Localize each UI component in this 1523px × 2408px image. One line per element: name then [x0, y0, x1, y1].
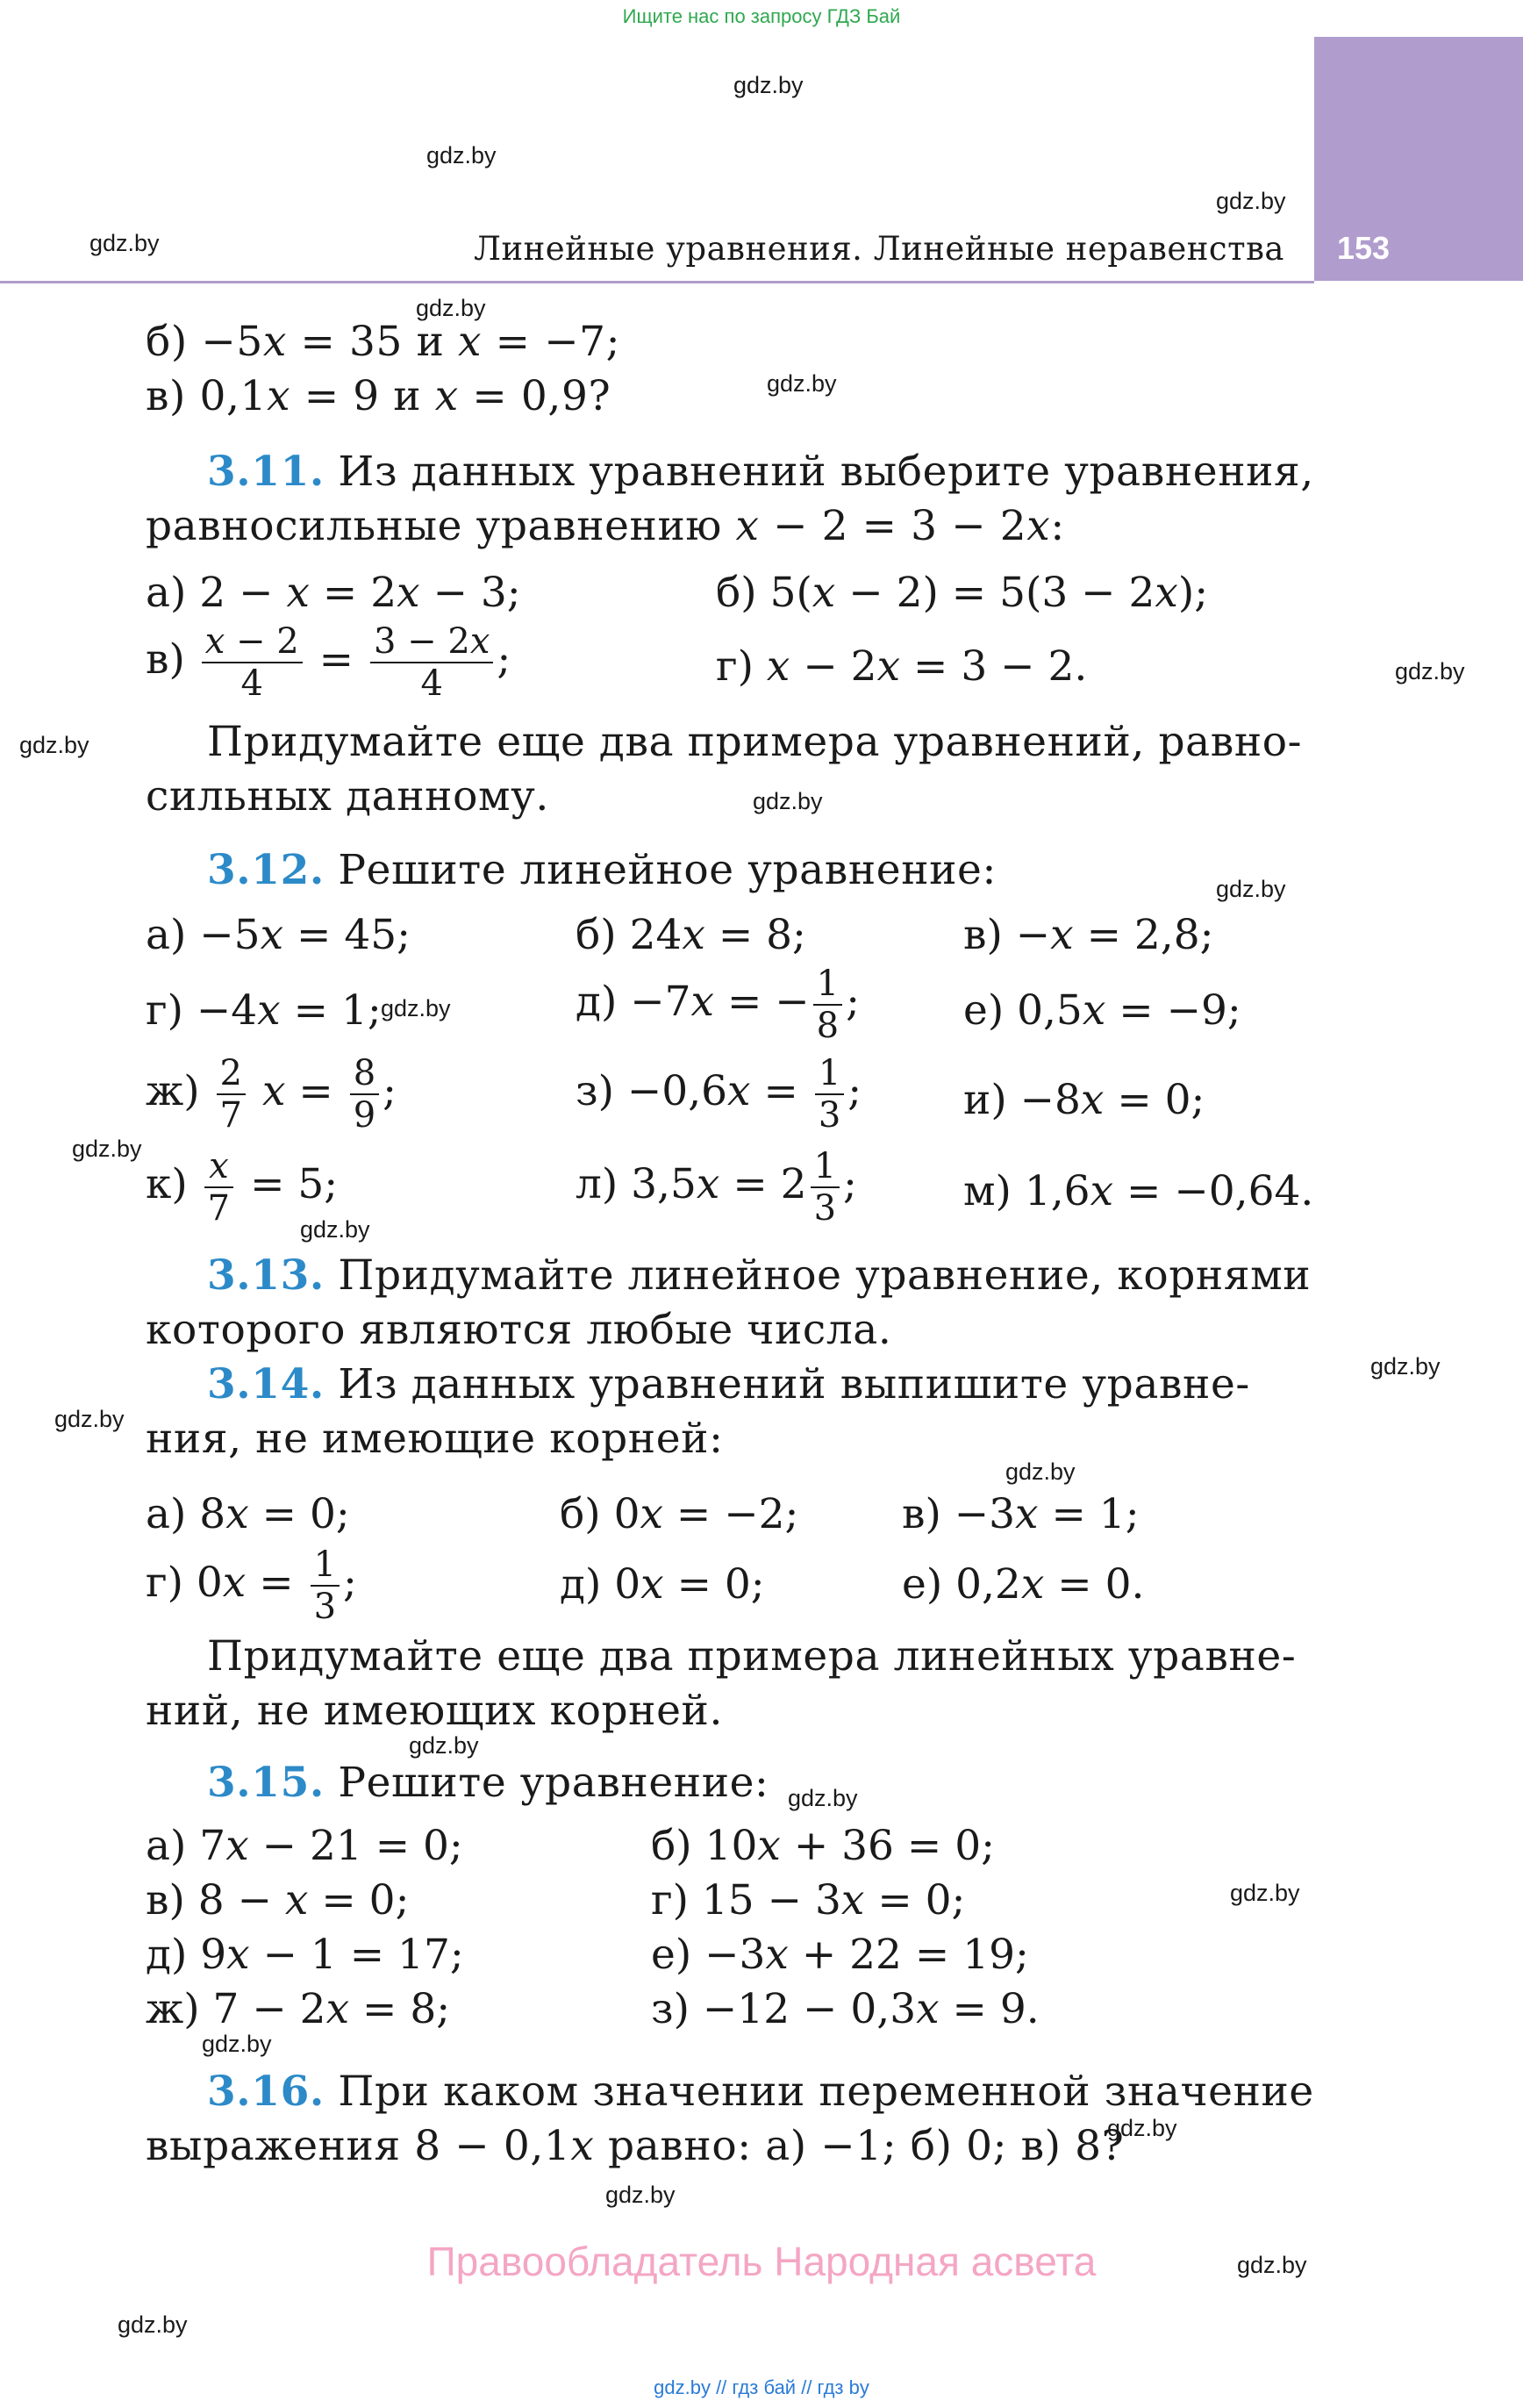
- page-title: Линейные уравнения. Линейные неравенства: [474, 230, 1284, 268]
- numerator: 3 − 2𝑥: [370, 621, 493, 663]
- numerator: 1: [811, 1146, 840, 1188]
- item-text: д) −7𝑥 = −: [576, 978, 810, 1026]
- prev-item-b: б) −5𝑥 = 35 и 𝑥 = −7;: [146, 318, 621, 366]
- item-end: ;: [843, 1160, 857, 1208]
- item-b: б) 10𝑥 + 36 = 0;: [651, 1822, 995, 1870]
- denominator: 3: [313, 1587, 337, 1627]
- item-v: в) −𝑥 = 2,8;: [963, 911, 1214, 959]
- denominator: 3: [818, 1095, 841, 1136]
- denominator: 8: [816, 1006, 840, 1046]
- item-text: л) 3,5𝑥 = 2: [576, 1160, 807, 1208]
- fraction: [370, 621, 493, 704]
- watermark: gdz.by: [202, 2031, 272, 2057]
- item-label: в): [146, 635, 185, 684]
- problem-3-14-extra2: ний, не имеющих корней.: [146, 1687, 723, 1735]
- denominator: 7: [219, 1095, 242, 1136]
- item-end: ;: [383, 1067, 397, 1115]
- denominator: 9: [353, 1095, 376, 1136]
- item-d: д) 9𝑥 − 1 = 17;: [146, 1931, 464, 1979]
- problem-3-12-line1: [207, 846, 997, 894]
- problem-3-14-line2: ния, не имеющие корней:: [146, 1415, 724, 1463]
- numerator: 𝑥 − 2: [202, 621, 303, 663]
- watermark: gdz.by: [1216, 188, 1286, 214]
- problem-text: Решите линейное уравнение:: [338, 846, 997, 894]
- equals: =: [318, 635, 354, 684]
- bottom-banner[interactable]: gdz.by // гдз бай // гдз by: [654, 2376, 869, 2398]
- item-end: = 5;: [250, 1160, 339, 1208]
- item-zh: ж) 7 − 2𝑥 = 8;: [146, 1985, 451, 2033]
- problem-text: Решите уравнение:: [338, 1759, 769, 1807]
- item-b: б) 24𝑥 = 8;: [576, 911, 806, 959]
- watermark: gdz.by: [54, 1406, 125, 1432]
- watermark: gdz.by: [1230, 1880, 1300, 1906]
- item-g: [146, 1544, 357, 1627]
- item-zh: [146, 1053, 397, 1136]
- item-d: [576, 964, 860, 1046]
- item-end: ;: [497, 635, 511, 684]
- item-e: е) 0,2𝑥 = 0.: [902, 1560, 1145, 1609]
- watermark: gdz.by: [72, 1136, 142, 1162]
- fraction: [202, 621, 303, 704]
- watermark: gdz.by: [1237, 2252, 1307, 2278]
- copyright-notice: Правообладатель Народная асвета: [426, 2239, 1097, 2284]
- numerator: 1: [311, 1544, 340, 1587]
- problem-number: 3.13.: [207, 1251, 325, 1300]
- item-k: [146, 1146, 338, 1229]
- problem-3-11-extra2: сильных данному.: [146, 772, 549, 821]
- item-d: д) 0𝑥 = 0;: [560, 1560, 765, 1609]
- item-v: в) −3𝑥 = 1;: [902, 1490, 1140, 1538]
- fraction: [217, 1053, 246, 1136]
- item-a: а) 2 − 𝑥 = 2𝑥 − 3;: [146, 569, 521, 617]
- item-e: е) −3𝑥 + 22 = 19;: [651, 1931, 1029, 1979]
- problem-text: При каком значении переменной значение: [338, 2068, 1314, 2116]
- item-v: в) 8 − 𝑥 = 0;: [146, 1876, 410, 1924]
- item-text: г) 0𝑥 =: [146, 1559, 294, 1607]
- watermark: gdz.by: [753, 788, 823, 814]
- problem-number: 3.15.: [207, 1759, 325, 1807]
- item-v: [146, 621, 511, 704]
- watermark: gdz.by: [409, 1732, 479, 1759]
- item-end: ;: [343, 1559, 357, 1607]
- fraction: [813, 964, 842, 1046]
- fraction: [811, 1146, 840, 1229]
- problem-text: Придумайте линейное уравнение, корнями: [338, 1251, 1312, 1300]
- problem-3-16-line1: [207, 2068, 1314, 2116]
- problem-3-16-line2: выражения 8 − 0,1𝑥 равно: а) −1; б) 0; в) 8?: [146, 2122, 1125, 2170]
- page-number: 153: [1337, 230, 1391, 266]
- problem-3-11-line1: [207, 448, 1314, 496]
- item-z: з) −12 − 0,3𝑥 = 9.: [651, 1985, 1040, 2033]
- item-l: [576, 1146, 857, 1229]
- item-i: и) −8𝑥 = 0;: [963, 1076, 1205, 1124]
- watermark: gdz.by: [416, 295, 486, 321]
- item-label: к): [146, 1160, 188, 1208]
- problem-3-11-line2: равносильные уравнению 𝑥 − 2 = 3 − 2𝑥:: [146, 502, 1065, 550]
- item-g: г) 𝑥 − 2𝑥 = 3 − 2.: [716, 642, 1088, 691]
- fraction: [350, 1053, 379, 1136]
- problem-number: 3.11.: [207, 448, 325, 496]
- item-end: ;: [846, 978, 860, 1026]
- denominator: 4: [240, 663, 263, 704]
- problem-text: Из данных уравнений выпишите уравне-: [338, 1360, 1250, 1408]
- numerator: 1: [815, 1053, 844, 1095]
- problem-3-14-line1: [207, 1360, 1250, 1408]
- watermark: gdz.by: [89, 230, 160, 256]
- top-banner[interactable]: Ищите нас по запросу ГДЗ Бай: [622, 5, 901, 27]
- fraction: [815, 1053, 844, 1136]
- problem-3-13-line1: [207, 1251, 1311, 1300]
- item-g: г) −4𝑥 = 1;: [146, 986, 382, 1035]
- watermark: gdz.by: [1370, 1353, 1441, 1380]
- numerator: 1: [813, 964, 842, 1006]
- item-label: ж): [146, 1067, 200, 1115]
- denominator: 4: [420, 663, 443, 704]
- item-text: 𝑥 =: [261, 1067, 333, 1115]
- item-b: б) 5(𝑥 − 2) = 5(3 − 2𝑥);: [716, 569, 1209, 617]
- item-a: а) 8𝑥 = 0;: [146, 1490, 350, 1538]
- item-g: г) 15 − 3𝑥 = 0;: [651, 1876, 966, 1924]
- watermark: gdz.by: [426, 142, 497, 168]
- problem-3-13-line2: которого являются любые числа.: [146, 1306, 892, 1354]
- watermark: gdz.by: [1107, 2115, 1177, 2141]
- item-end: ;: [847, 1067, 862, 1115]
- watermark: gdz.by: [1005, 1458, 1076, 1485]
- watermark: gdz.by: [1216, 876, 1286, 902]
- watermark: gdz.by: [733, 72, 804, 98]
- header-rule: [0, 281, 1314, 283]
- item-m: м) 1,6𝑥 = −0,64.: [963, 1167, 1314, 1215]
- fraction: [204, 1146, 233, 1229]
- watermark: gdz.by: [381, 995, 451, 1021]
- watermark: gdz.by: [1395, 658, 1465, 684]
- numerator: 𝑥: [204, 1146, 233, 1188]
- numerator: 2: [217, 1053, 246, 1095]
- item-z: [576, 1053, 862, 1136]
- watermark: gdz.by: [788, 1785, 858, 1811]
- fraction: [311, 1544, 340, 1627]
- watermark: gdz.by: [300, 1216, 370, 1243]
- watermark: gdz.by: [19, 732, 89, 758]
- watermark: gdz.by: [118, 2311, 188, 2338]
- watermark: gdz.by: [767, 370, 837, 397]
- problem-number: 3.12.: [207, 846, 325, 894]
- problem-3-11-extra1: Придумайте еще два примера уравнений, равно-: [207, 718, 1303, 766]
- problem-text: Из данных уравнений выберите уравнения,: [338, 448, 1314, 496]
- problem-number: 3.16.: [207, 2068, 325, 2116]
- item-a: а) 7𝑥 − 21 = 0;: [146, 1822, 463, 1870]
- item-e: е) 0,5𝑥 = −9;: [963, 986, 1241, 1035]
- prev-item-v: в) 0,1𝑥 = 9 и 𝑥 = 0,9?: [146, 372, 611, 420]
- problem-3-14-extra1: Придумайте еще два примера линейных уравне-: [207, 1632, 1297, 1681]
- watermark: gdz.by: [605, 2182, 676, 2208]
- numerator: 8: [350, 1053, 379, 1095]
- item-b: б) 0𝑥 = −2;: [560, 1490, 799, 1538]
- denominator: 7: [207, 1188, 231, 1229]
- problem-3-15-line1: [207, 1759, 769, 1807]
- problem-number: 3.14.: [207, 1360, 325, 1408]
- item-a: а) −5𝑥 = 45;: [146, 911, 411, 959]
- item-text: з) −0,6𝑥 =: [576, 1067, 798, 1115]
- denominator: 3: [813, 1188, 837, 1229]
